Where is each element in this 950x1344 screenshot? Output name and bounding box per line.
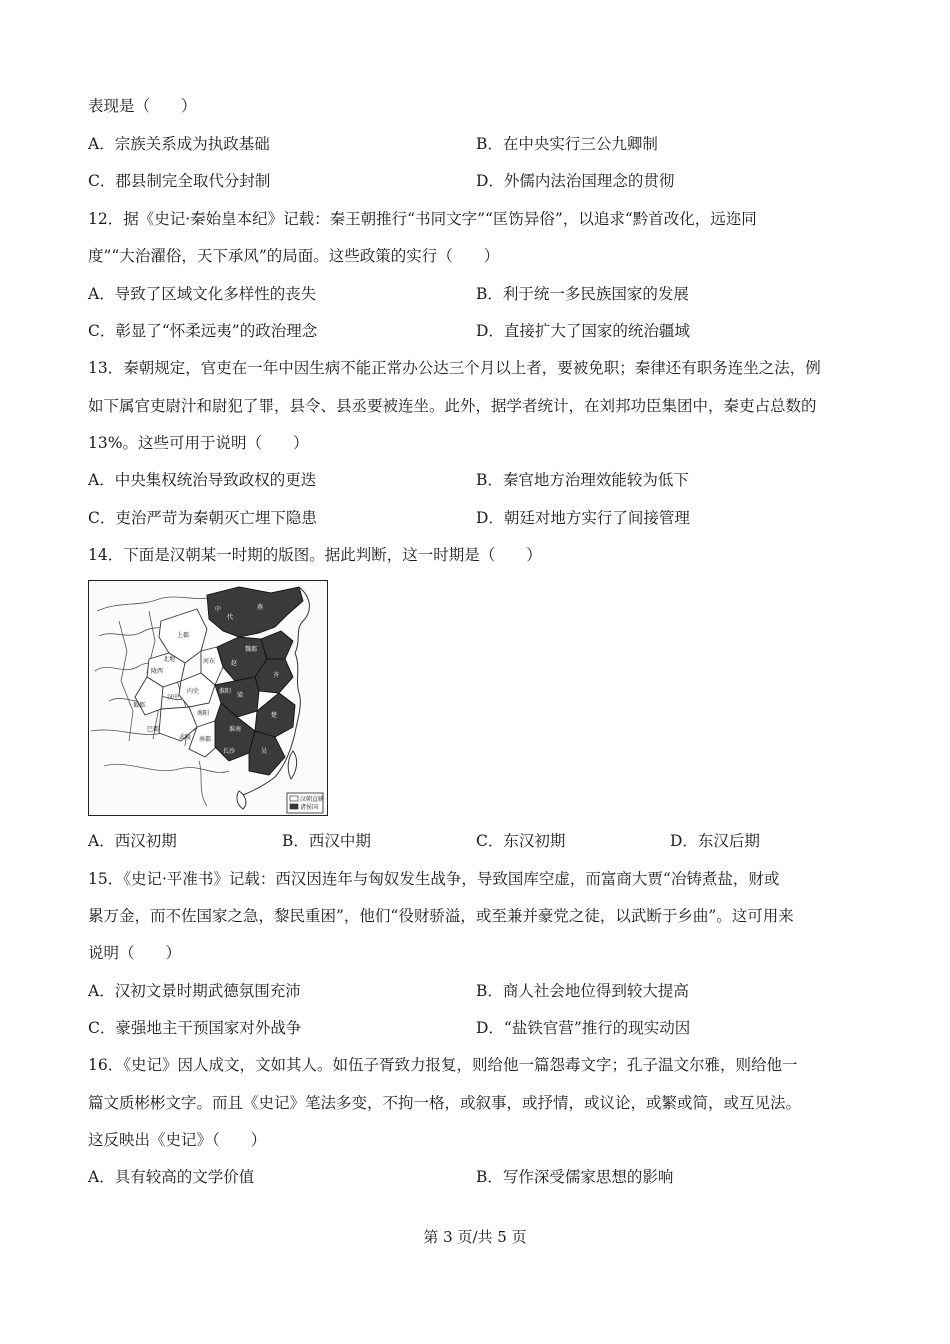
legend-label-direct: 汉朝直辖 <box>300 796 325 803</box>
q16-option-b: B．写作深受儒家思想的影响 <box>476 1168 674 1186</box>
commandery-shape <box>159 707 197 741</box>
map-label-zhong: 中 <box>215 606 222 613</box>
q13-option-d: D．朝廷对地方实行了间接管理 <box>476 509 690 527</box>
map-label-shujun: 蜀郡 <box>133 702 146 709</box>
map-drawing <box>89 581 327 815</box>
map-label-chu: 楚 <box>271 712 278 719</box>
map-label-shangjun: 上郡 <box>177 632 190 639</box>
q11-stem-tail: 表现是（ ） <box>88 97 197 115</box>
q13-stem-line3: 13%。这些可用于说明（ ） <box>88 434 309 452</box>
legend-swatch-kingdom <box>290 804 298 809</box>
q15-stem-line3: 说明（ ） <box>88 944 182 962</box>
q14-option-b: B．西汉中期 <box>282 832 371 850</box>
q12-option-c: C．彰显了“怀柔远夷”的政治理念 <box>88 322 318 340</box>
q15-option-d: D．“盐铁官营”推行的现实动因 <box>476 1019 691 1037</box>
taiwan-island <box>288 751 296 779</box>
map-label-neishi: 内史 <box>187 688 200 695</box>
map-label-weijun: 魏郡 <box>245 646 258 653</box>
q14-option-d: D．东汉后期 <box>670 832 760 850</box>
q15-stem-line1: 15．《史记·平准书》记载：西汉因连年与匈奴发生战争，导致国库空虚，而富商大贾“冶铸煮盐，财或 <box>88 870 780 888</box>
q15-option-b: B．商人社会地位得到较大提高 <box>476 982 689 1000</box>
map-label-hedong: 河东 <box>203 658 216 665</box>
map-label-longxi: 陇西 <box>151 668 164 675</box>
border-line <box>119 621 133 741</box>
map-label-beidi: 北地 <box>163 656 176 663</box>
q16-stem-line1: 16．《史记》因人成文，文如其人。如伍子胥致力报复，则给他一篇怨毒文字；孔子温文尔雅，则给他一 <box>88 1056 798 1074</box>
q12-option-d: D．直接扩大了国家的统治疆域 <box>476 322 690 340</box>
q12-option-a: A．导致了区域文化多样性的丧失 <box>88 285 317 303</box>
map-label-huainan: 淮南 <box>229 726 242 733</box>
han-dynasty-map <box>88 580 328 816</box>
map-legend <box>287 793 324 813</box>
page-footer: 第 3 页/共 5 页 <box>423 1228 527 1246</box>
q14-option-a: A．西汉初期 <box>88 832 177 850</box>
q11-option-d: D．外儒内法治国理念的贯彻 <box>476 172 675 190</box>
q13-stem-line1: 13．秦朝规定，官吏在一年中因生病不能正常办公达三个月以上者，要被免职；秦律还有职务连坐之法，例 <box>88 359 821 377</box>
map-label-nanjun: 南郡 <box>199 736 212 743</box>
map-label-hanzhong: 汉中 <box>167 694 180 701</box>
q15-option-c: C．豪强地主干预国家对外战争 <box>88 1019 302 1037</box>
map-label-wu: 吴 <box>261 748 268 755</box>
map-label-huaiyang: 淮阳 <box>219 688 232 695</box>
q16-stem-line3: 这反映出《史记》（ ） <box>88 1131 267 1149</box>
q15-option-a: A．汉初文景时期武德氛围充沛 <box>88 982 301 1000</box>
q14-option-c: C．东汉初期 <box>476 832 566 850</box>
map-label-wuling: 武陵 <box>179 734 192 741</box>
map-label-qi: 齐 <box>273 672 280 679</box>
q16-stem-line2: 篇文质彬彬文字。而且《史记》笔法多变，不拘一格，或叙事，或抒情，或议论，或繁或简，或互见法。 <box>88 1094 802 1112</box>
legend-swatch-direct <box>290 796 298 801</box>
q13-option-b: B．秦官地方治理效能较为低下 <box>476 471 689 489</box>
border-line <box>104 764 229 772</box>
map-label-zhao: 赵 <box>231 660 238 667</box>
q16-option-a: A．具有较高的文学价值 <box>88 1168 255 1186</box>
q13-option-c: C．吏治严苛为秦朝灭亡埋下隐患 <box>88 509 317 527</box>
map-label-dai: 代 <box>227 614 234 621</box>
q11-option-c: C．郡县制完全取代分封制 <box>88 172 271 190</box>
kingdom-shape <box>207 587 303 637</box>
vassal-kingdoms <box>207 587 303 775</box>
border-line <box>199 761 207 806</box>
map-label-liang: 梁 <box>237 692 244 699</box>
map-label-nanyang: 南阳 <box>197 710 210 717</box>
q11-option-a: A．宗族关系成为执政基础 <box>88 135 270 153</box>
legend-label-kingdom: 诸侯国 <box>300 804 319 811</box>
q14-stem-line1: 14．下面是汉朝某一时期的版图。据此判断，这一时期是（ ） <box>88 546 542 564</box>
q12-option-b: B．利于统一多民族国家的发展 <box>476 285 689 303</box>
map-label-yan: 燕 <box>257 604 264 611</box>
q15-stem-line2: 累万金，而不佐国家之急，黎民重困”，他们“役财骄溢，或至兼并豪党之徒，以武断于乡曲”。这可用来 <box>88 907 794 925</box>
q13-stem-line2: 如下属官吏尉汁和尉犯了罪，县令、县丞要被连坐。此外，据学者统计，在刘邦功臣集团中，秦吏占总数的 <box>88 397 817 415</box>
map-label-bajun: 巴郡 <box>147 726 160 733</box>
q13-option-a: A．中央集权统治导致政权的更迭 <box>88 471 317 489</box>
hainan-island <box>237 791 246 809</box>
q12-stem-line1: 12．据《史记·秦始皇本纪》记载：秦王朝推行“书同文字”“匡饬异俗”，以追求“黔首改化，远迩同 <box>88 210 757 228</box>
q12-stem-line2: 度”“大治濯俗，天下承风”的局面。这些政策的实行（ ） <box>88 247 500 265</box>
kingdom-shape <box>261 631 293 659</box>
map-label-changsha: 长沙 <box>223 748 236 755</box>
q11-option-b: B．在中央实行三公九卿制 <box>476 135 658 153</box>
